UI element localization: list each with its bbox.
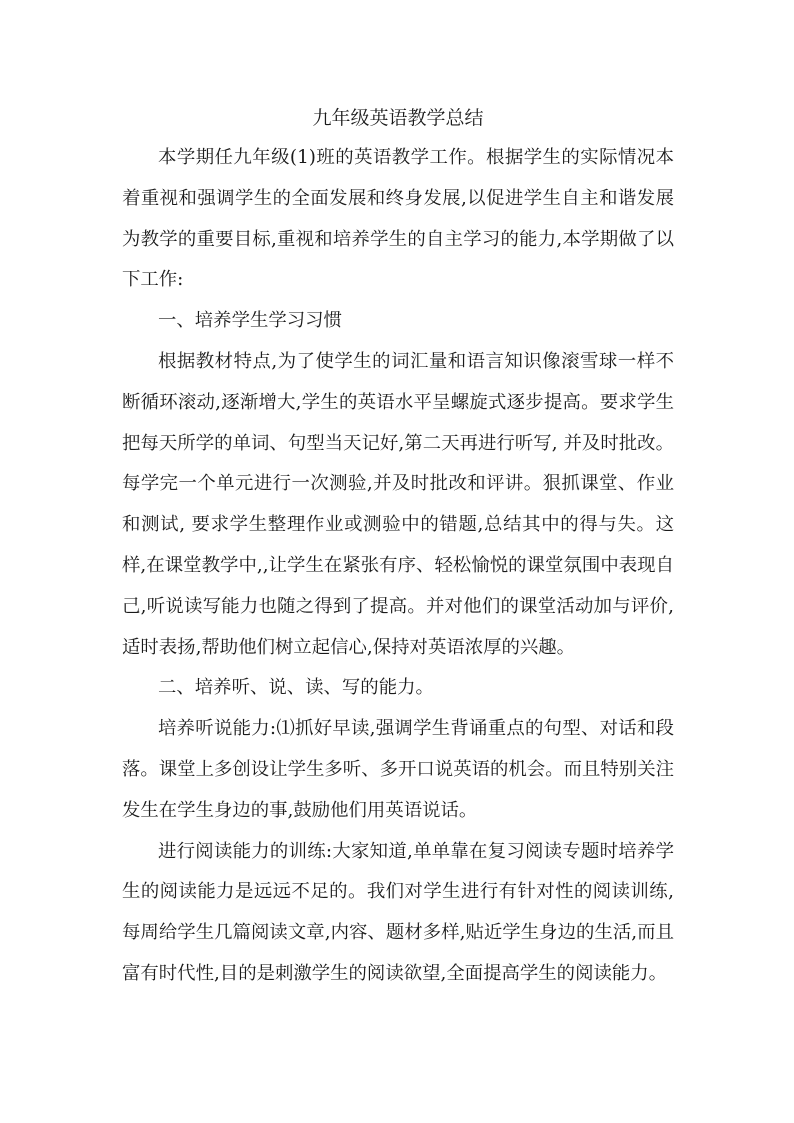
section-1-heading: 一、培养学生学习习惯 xyxy=(158,310,342,332)
intro-paragraph: 本学期任九年级(1)班的英语教学工作。根据学生的实际情况本着重视和强调学生的全面发展和终身发展,以促进学生自主和谐发展为教学的重要目标,重视和培养学生的自主学习的能力,本学期做了以下工作: xyxy=(122,147,674,291)
document-body xyxy=(122,98,674,995)
section-1-paragraph: 根据教材特点,为了使学生的词汇量和语言知识像滚雪球一样不断循环滚动,逐渐增大,学生的英语水平呈螺旋式逐步提高。要求学生把每天所学的单词、句型当天记好,第二天再进行听写, 并及时批改。每学完一个单元进行一次测验,并及时批改和评讲。狠抓课堂、作业和测试, 要求学生整理作业或测验中的错题,总结其中的得与失。这样,在课堂教学中,,让学生在紧张有序、轻松愉悦的课堂氛围中表现自己,听说读写能力也随之得到了提高。并对他们的课堂活动加与评价,适时表扬,帮助他们树立起信心,保持对英语浓厚的兴趣。 xyxy=(122,350,674,658)
section-2-heading: 二、培养听、说、读、写的能力。 xyxy=(158,677,434,699)
document-title: 九年级英语教学总结 xyxy=(312,107,484,129)
section-2-paragraph-reading: 进行阅读能力的训练:大家知道,单单靠在复习阅读专题时培养学生的阅读能力是远远不足的。我们对学生进行有针对性的阅读训练,每周给学生几篇阅读文章,内容、题材多样,贴近学生身边的生活,而且富有时代性,目的是刺激学生的阅读欲望,全面提高学生的阅读能力。 xyxy=(122,840,674,984)
section-2-paragraph-listening: 培养听说能力:⑴抓好早读,强调学生背诵重点的句型、对话和段落。课堂上多创设让学生多听、多开口说英语的机会。而且特别关注发生在学生身边的事,鼓励他们用英语说话。 xyxy=(122,718,674,821)
